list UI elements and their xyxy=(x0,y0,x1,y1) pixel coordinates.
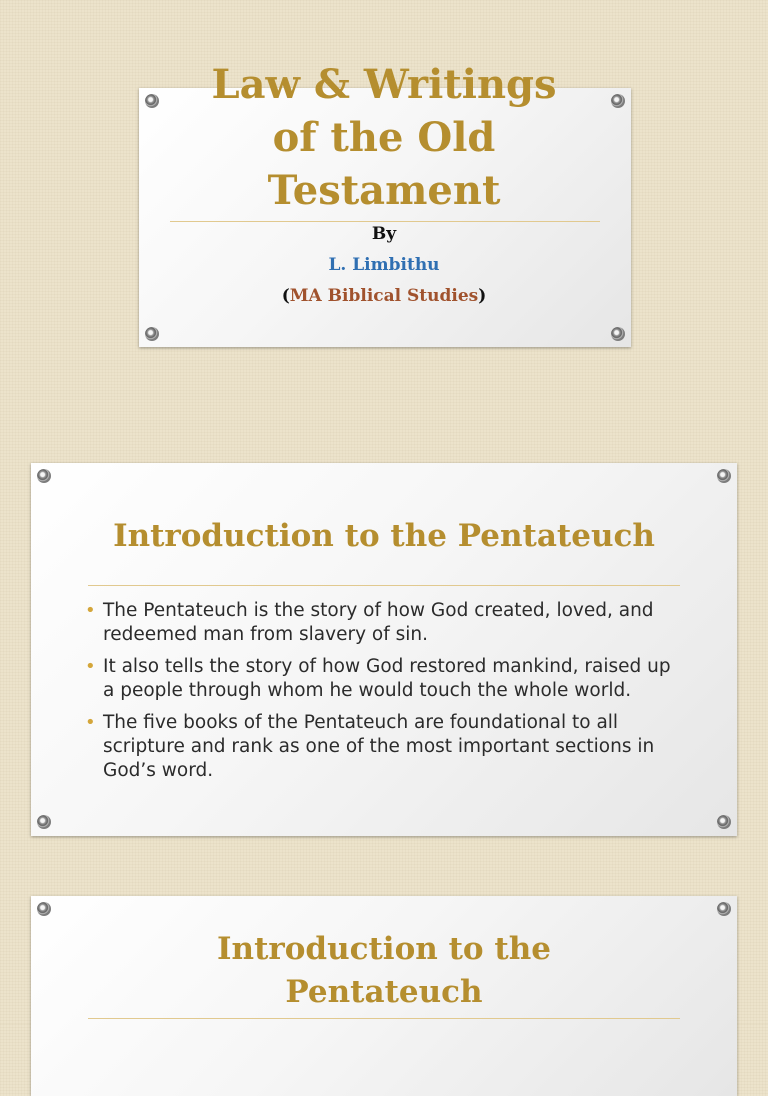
title-line: Pentateuch xyxy=(285,974,483,1010)
pin-icon xyxy=(37,815,51,829)
title-divider xyxy=(170,221,600,222)
list-item xyxy=(85,655,685,703)
slide-title: Introduction to the Pentateuch xyxy=(113,518,655,554)
author-name: L. Limbithu xyxy=(328,255,440,275)
pin-icon xyxy=(717,815,731,829)
title-line: Law & Writings xyxy=(211,61,557,108)
presentation-title xyxy=(0,58,768,217)
degree-text: MA Biblical Studies xyxy=(289,286,479,306)
bullet-text: It also tells the story of how God restored mankind, raised up a people through whom he would touch the whole world. xyxy=(103,656,671,701)
title-line: of the Old xyxy=(272,114,496,161)
bullet-list xyxy=(85,599,685,791)
title-line: Testament xyxy=(267,167,501,214)
bullet-text: The five books of the Pentateuch are foundational to all scripture and rank as one of the most important sections in God’s word. xyxy=(103,712,655,781)
list-item xyxy=(85,599,685,647)
by-label: By xyxy=(371,224,397,244)
slide-title xyxy=(0,928,768,1014)
bullet-text: The Pentateuch is the story of how God created, loved, and redeemed man from slavery of sin. xyxy=(103,600,654,645)
slide-divider xyxy=(88,1018,680,1019)
pin-icon xyxy=(37,902,51,916)
pin-icon xyxy=(611,327,625,341)
list-item xyxy=(85,711,685,783)
bullet-icon: • xyxy=(85,600,96,621)
bullet-icon: • xyxy=(85,712,96,733)
degree-open-paren: ( xyxy=(281,286,290,306)
pin-icon xyxy=(717,469,731,483)
pin-icon xyxy=(145,327,159,341)
pin-icon xyxy=(717,902,731,916)
bullet-icon: • xyxy=(85,656,96,677)
pin-icon xyxy=(37,469,51,483)
slide-divider xyxy=(88,585,680,586)
title-line: Introduction to the xyxy=(217,931,551,967)
degree-close-paren: ) xyxy=(478,286,487,306)
author-degree xyxy=(0,286,768,306)
